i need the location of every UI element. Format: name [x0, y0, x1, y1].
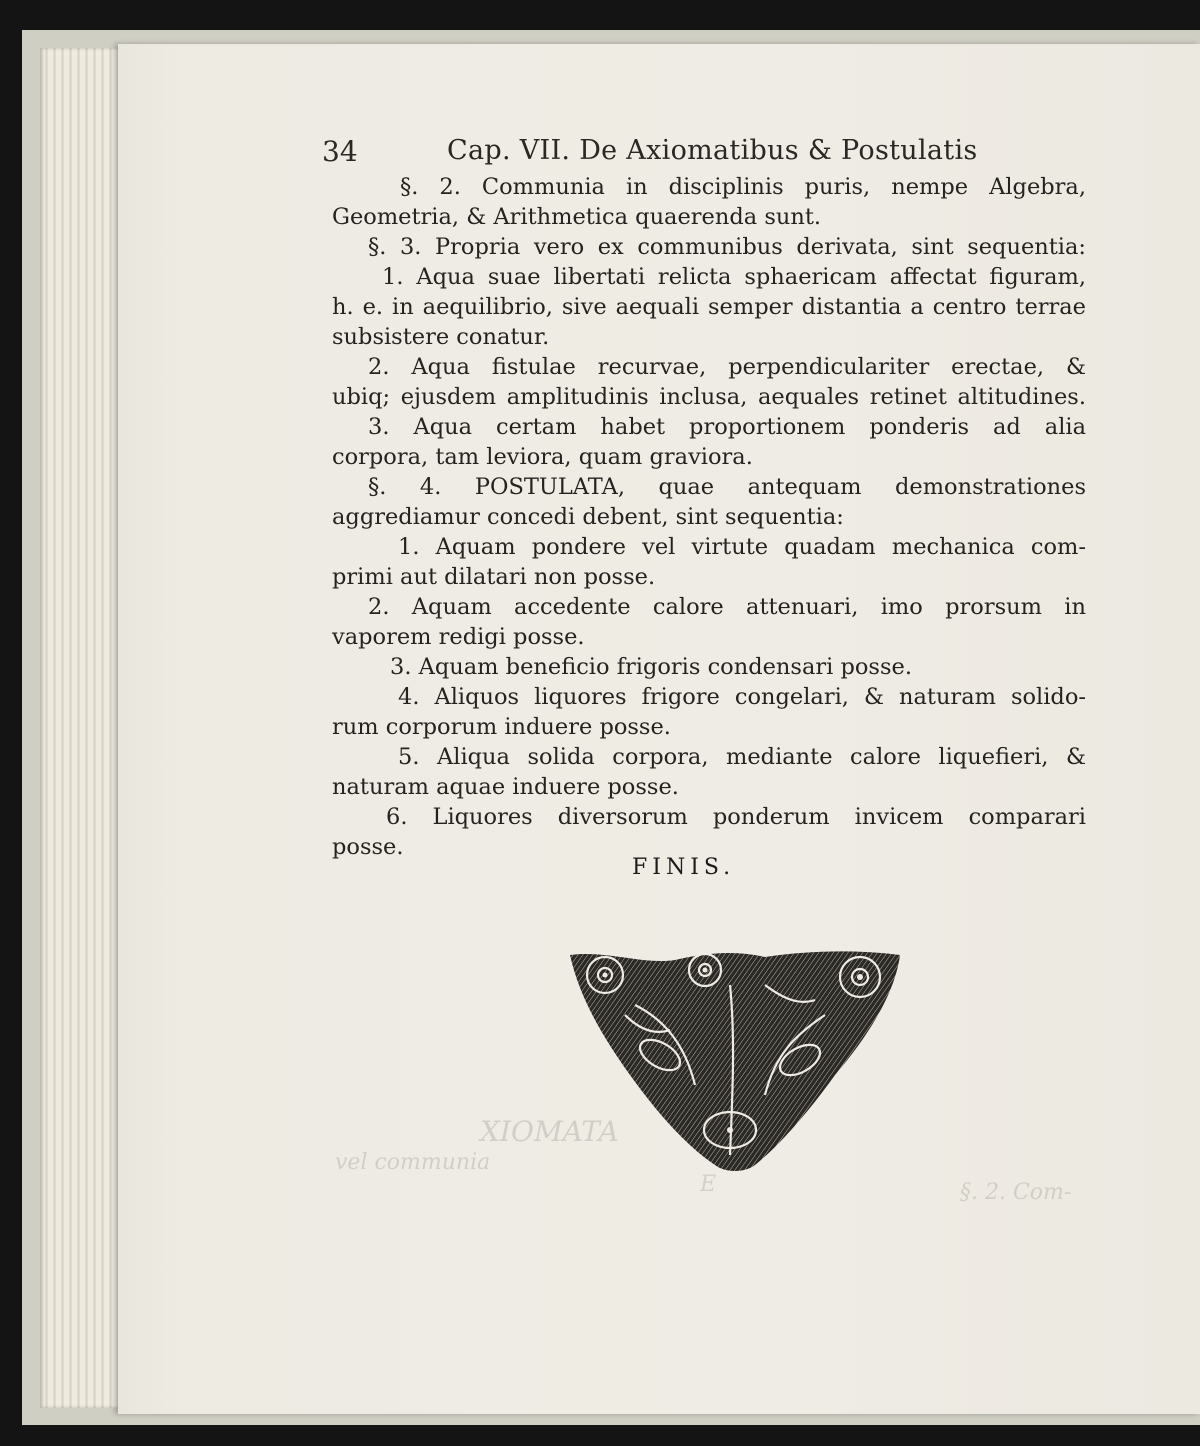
text-line: subsistere conatur.	[332, 324, 550, 350]
text-line: rum corporum induere posse.	[332, 714, 671, 740]
text-line: 3. Aqua certam habet proportionem ponderis ad alia	[368, 414, 1086, 440]
text-line: naturam aquae induere posse.	[332, 774, 679, 800]
finis-label: FINIS.	[632, 855, 736, 880]
text-line: 3. Aquam beneficio frigoris condensari posse.	[390, 654, 912, 680]
text-line: 1. Aquam pondere vel virtute quadam mechanica com-	[398, 534, 1086, 560]
text-line: h. e. in aequilibrio, sive aequali semper distantia a centro terrae	[332, 294, 1086, 320]
text-line: corpora, tam leviora, quam graviora.	[332, 444, 753, 470]
running-head: Cap. VII. De Axiomatibus & Postulatis	[447, 135, 978, 166]
text-line: §. 2. Communia in disciplinis puris, nempe Algebra,	[400, 174, 1086, 200]
text-line: 6. Liquores diversorum ponderum invicem comparari	[386, 804, 1086, 830]
text-line: 4. Aliquos liquores frigore congelari, & naturam solido-	[398, 684, 1086, 710]
text-line: ubiq; ejusdem amplitudinis inclusa, aequales retinet altitudines.	[332, 384, 1086, 410]
show-through-line: vel communia	[335, 1150, 491, 1175]
show-through-line: §. 2. Com-	[960, 1180, 1072, 1205]
text-line: §. 4. POSTULATA, quae antequam demonstrationes	[368, 474, 1086, 500]
text-line: Geometria, & Arithmetica quaerenda sunt.	[332, 204, 822, 230]
text-line: posse.	[332, 834, 404, 860]
text-line: vaporem redigi posse.	[332, 624, 585, 650]
floral-woodcut-ornament	[565, 945, 905, 1175]
page-edges	[40, 48, 120, 1408]
text-line: 1. Aqua suae libertati relicta sphaericam affectat figuram,	[382, 264, 1086, 290]
text-line: primi aut dilatari non posse.	[332, 564, 656, 590]
text-line: aggrediamur concedi debent, sint sequentia:	[332, 504, 844, 530]
text-line: 2. Aquam accedente calore attenuari, imo prorsum in	[368, 594, 1086, 620]
show-through-line: XIOMATA	[480, 1115, 619, 1148]
show-through-line: E	[700, 1172, 717, 1197]
page-header	[322, 135, 1062, 175]
text-line: 5. Aliqua solida corpora, mediante calore liquefieri, &	[398, 744, 1086, 770]
text-line: 2. Aqua fistulae recurvae, perpendiculariter erectae, &	[368, 354, 1086, 380]
text-line: §. 3. Propria vero ex communibus derivata, sint sequentia:	[368, 234, 1086, 260]
page-number: 34	[322, 135, 358, 168]
